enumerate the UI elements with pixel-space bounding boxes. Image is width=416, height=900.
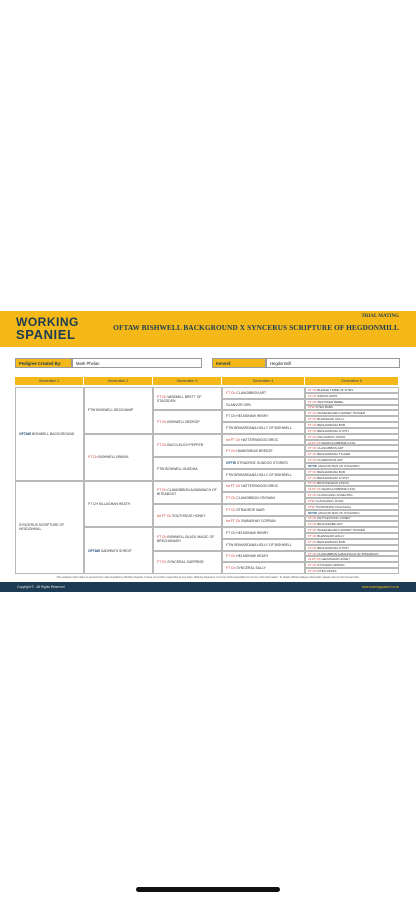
dog-name: FT CH KILLAGHAN HEATH	[88, 501, 131, 506]
dog-name: CLANGIBBON ART	[317, 446, 344, 451]
dog-name: MILLHARAN JASON	[317, 434, 346, 439]
title-prefix: FT Ch	[308, 387, 317, 392]
title-prefix: FTW	[308, 498, 315, 503]
dog-name: FT Ch HELMSHAW HENRY	[226, 414, 269, 419]
dog-name: SWANSHAY CORRAN	[241, 519, 276, 524]
home-indicator[interactable]	[136, 887, 280, 892]
title-prefix: FT Ch	[308, 569, 317, 574]
gen1-ancestor	[15, 481, 84, 575]
dog-name: FTW BRIHARDANA HOLLY OF BISHWELL	[226, 425, 292, 430]
dog-name: BLENSE TRIBE OF FITES	[317, 387, 354, 392]
dog-name: BISHWELL BRAVIA	[98, 455, 129, 460]
logo-working: WORKING	[16, 315, 79, 329]
gen4-ancestor	[222, 539, 305, 551]
title-prefix: Int FT Ch	[226, 519, 241, 524]
dog-name: FTW BRIHARDANA HOLLY OF BISHWELL	[226, 472, 292, 477]
dog-name: GLANVOR GIRL	[226, 402, 252, 407]
title-prefix: OFTW	[226, 460, 236, 465]
title-prefix: FT Ch	[226, 566, 236, 571]
dog-name: BISHWELL BLACK MAGIC OF BRECHANASH	[157, 534, 215, 543]
title-prefix: OFTAW	[88, 548, 100, 553]
dog-name: STRADROE MAIR	[236, 507, 265, 512]
dog-name: BENHARDANA BUB	[317, 469, 345, 474]
dog-name: FITES PETES	[317, 569, 337, 574]
title-prefix: FT Ch	[308, 411, 317, 416]
gen2-ancestor	[84, 387, 153, 434]
created-by-value: Mark Phelan	[72, 358, 202, 368]
title-prefix: FT Ch	[308, 434, 317, 439]
title-prefix: FT Ch	[226, 496, 236, 501]
title-prefix: FT Ch	[308, 417, 317, 422]
pedigree-document	[0, 311, 416, 592]
dog-name: HELMSHAW HONEY	[321, 557, 351, 562]
title-prefix: FT Ch	[157, 560, 167, 565]
gen4-ancestor	[222, 527, 305, 539]
title-prefix: Int FT Ch	[226, 437, 241, 442]
title-prefix: FT Ch	[308, 458, 317, 463]
title-prefix: FT Ch	[308, 522, 317, 527]
dog-name: FTW BRIHARDANA HOLLY OF BISHWELL	[226, 542, 292, 547]
title-prefix: FT Ch	[226, 390, 236, 395]
document-header	[0, 311, 416, 347]
dog-name: BENHARDANA BUB	[317, 422, 345, 427]
dog-name: BISHWELL BACKGROUND	[32, 431, 75, 436]
document-footer	[0, 582, 416, 592]
gen4-ancestor	[222, 492, 305, 504]
dog-name: STRADROE GUNDOG STORIES	[236, 460, 288, 465]
gen4-ancestor	[222, 457, 305, 469]
gen4-ancestor	[222, 434, 305, 446]
dog-name: SYNCERUS SCRIPTURE OF HEGDONMILL	[19, 523, 65, 532]
dog-name: FT Ch HELMSHAW HENRY	[226, 531, 269, 536]
dog-name: ANCHOR MAN OF STAGSRIO	[317, 510, 360, 515]
copyright: Copyright © - All Rights Reserved	[17, 585, 65, 589]
title-prefix: FTW	[308, 405, 315, 410]
title-prefix: FT Ch	[308, 493, 317, 498]
title-prefix: FT Ch	[308, 399, 317, 404]
disclaimer: The pedigree information is sourced from data supplied by Working Spaniel. It does not confirm ownership of any dogs. Working Spaniel is not to be held responsible for errors in this information. To obtain official pedigree information please refer to the Kennel Club.	[56, 576, 360, 579]
title-prefix: FT Ch	[308, 422, 317, 427]
title-prefix: FT Ch	[226, 507, 236, 512]
gen3-ancestor	[153, 434, 222, 457]
website-link[interactable]: www.workingspaniel.co.uk	[361, 585, 399, 589]
title-prefix: FT Ch	[226, 449, 236, 454]
gen4-ancestor	[222, 562, 305, 574]
dog-name: CLANGHNILL DUKE	[315, 498, 344, 503]
title-prefix: FT Ch	[308, 534, 317, 539]
gen4-ancestor	[222, 399, 305, 411]
gen3-ancestor	[153, 504, 222, 527]
generation-header-1: Generation 1	[15, 377, 84, 385]
dog-name: HATTERSWOOD BROC	[241, 484, 279, 489]
title-prefix: Int FT Ch	[157, 513, 172, 518]
dog-name: CLANGHNILL ANSELTRG	[317, 493, 353, 498]
dog-name: CLANGIBBON ALBANNACH OF BITEABOUT	[317, 551, 379, 556]
dog-name: SARNIA SIRIN	[317, 393, 338, 398]
dog-name: HAWKSHEAD BREEZE	[236, 449, 273, 454]
kennel-value: Hegdonmill	[266, 358, 400, 368]
title-prefix: Int FT Ch	[226, 484, 241, 489]
title-prefix: OFTW	[308, 463, 317, 468]
gen4-ancestor	[222, 422, 305, 434]
title-prefix: FT Ch	[308, 475, 317, 480]
dog-name: CLANGIBBON ART	[236, 390, 267, 395]
generation-header-4: Generation 4	[222, 377, 305, 385]
dog-name: ANCHOR MAN OF STAGSRIO	[317, 463, 360, 468]
gen4-ancestor	[222, 516, 305, 528]
title-prefix: FT Ch	[157, 534, 167, 539]
title-prefix: FT Ch	[308, 539, 317, 544]
dog-name: BLENSHAW HOLLY	[317, 417, 345, 422]
title-prefix: FT Ch	[157, 394, 167, 399]
dog-name: SADHBH'S SHROIT	[101, 548, 132, 553]
gen4-ancestor	[222, 445, 305, 457]
title-prefix: FT Ch	[308, 452, 317, 457]
dog-name: WAKEFIELDEN HARDET TRADER	[317, 411, 365, 416]
dog-name: BENHARDANA GYPSY	[317, 475, 350, 480]
gen3-ancestor	[153, 387, 222, 410]
title-prefix: FT Ch	[308, 469, 317, 474]
gen4-ancestor	[222, 410, 305, 422]
gen5-ancestor	[305, 568, 399, 574]
dog-name: SYNCERAL SURPRISE	[167, 560, 204, 565]
gen3-ancestor	[153, 410, 222, 433]
dog-name: FTW BISHWELL BUDDHA	[157, 466, 198, 471]
gen2-ancestor	[84, 434, 153, 481]
dog-name: SOUTHSEAT HONEY	[172, 513, 206, 518]
gen4-ancestor	[222, 481, 305, 493]
title-prefix: FT Ch	[157, 420, 167, 425]
gen3-ancestor	[153, 527, 222, 550]
gen2-ancestor	[84, 481, 153, 528]
title-prefix: Int FT Ch	[308, 440, 321, 445]
title-prefix: OFTAW	[19, 431, 31, 436]
gen3-ancestor	[153, 551, 222, 574]
dog-name: BLENSHAW HOLLY	[317, 534, 345, 539]
gen2-ancestor	[84, 527, 153, 574]
generation-header-3: Generation 3	[153, 377, 222, 385]
dog-name: BENHARDANA GYPSY	[317, 545, 350, 550]
title-prefix: Int FT Ch	[308, 487, 321, 492]
gen3-ancestor	[153, 481, 222, 504]
dog-name: WINDMILL BRETT OF STAGSDEN	[157, 394, 202, 403]
title-prefix: FT Ch	[308, 563, 317, 568]
gen4-ancestor	[222, 551, 305, 563]
dog-name: SYNCERA GRIFFIN	[317, 563, 345, 568]
gen4-ancestor	[222, 469, 305, 481]
title-prefix: FT Ch	[308, 545, 317, 550]
dog-name: SYNCERAL SALLY	[236, 566, 266, 571]
mating-title: OFTAW BISHWELL BACKGROUND X SYNCERUS SCRIPTURE OF HEGDONMILL	[113, 323, 399, 332]
gen3-ancestor	[153, 457, 222, 480]
dog-name: CLANGIBBON CROWAN	[236, 496, 275, 501]
dog-name: BENHARDANA GYPSY	[317, 428, 350, 433]
title-prefix: Int FT Ch	[308, 557, 321, 562]
dog-name: KETTLESTANG COMET	[317, 516, 351, 521]
dog-name: FITES BABS	[315, 405, 333, 410]
title-prefix: OFTW	[308, 510, 317, 515]
title-prefix: FT Ch	[157, 488, 167, 493]
title-prefix: FT Ch	[308, 528, 317, 533]
kennel-label: Kennel:	[212, 358, 266, 368]
gen4-ancestor	[222, 504, 305, 516]
dog-name: TOONVRAPE TAGLASAH	[315, 504, 351, 509]
logo-spaniel: SPANIEL	[16, 327, 76, 342]
dog-name: FEARGLASBRIDE KATH	[321, 487, 356, 492]
title-prefix: FT Ch	[308, 393, 317, 398]
title-prefix: FT Ch	[308, 428, 317, 433]
dog-name: HELMSHAW HEATH	[236, 554, 269, 559]
trial-mating-label: TRIAL MATING	[361, 314, 399, 319]
generation-header-5: Generation 5	[305, 377, 399, 385]
gen4-ancestor	[222, 387, 305, 399]
dog-name: BUCCLEUCH PEPPER	[167, 443, 204, 448]
dog-name: WHITSKER REBEL	[317, 399, 344, 404]
title-prefix: FT Ch	[308, 551, 317, 556]
created-by-label: Pedigree Created By:	[15, 358, 72, 368]
dog-name: FTW BISHWELL BECKHAMP	[88, 408, 134, 413]
pedigree-grid	[15, 377, 399, 574]
dog-name: CLANGIBBON ALBANNACH OF BITEABOUT	[157, 488, 217, 497]
dog-name: WAKEFIELDEN HARDET TRADER	[317, 528, 365, 533]
title-prefix: FT Ch	[308, 481, 317, 486]
title-prefix: FT Ch	[88, 455, 98, 460]
generation-header-2: Generation 2	[84, 377, 153, 385]
gen1-ancestor	[15, 387, 84, 481]
title-prefix: FT Ch	[308, 446, 317, 451]
dog-name: BENHARDANA BUB	[317, 539, 345, 544]
dog-name: FEARGLASBRIDE KATH	[321, 440, 356, 445]
dog-name: BRACKENBE AMY	[317, 522, 343, 527]
dog-name: BRACKENDAS JASON	[317, 481, 349, 486]
dog-name: CLARENDON ANT	[317, 458, 343, 463]
dog-name: BENHARDANA TIGGER	[317, 452, 351, 457]
dog-name: HATTERSWOOD BROC	[241, 437, 279, 442]
title-prefix: FT Ch	[308, 516, 317, 521]
title-prefix: FTW	[308, 504, 315, 509]
title-prefix: FT Ch	[226, 554, 236, 559]
title-prefix: FT Ch	[157, 443, 167, 448]
dog-name: BISHWELL BEDROP	[167, 420, 200, 425]
